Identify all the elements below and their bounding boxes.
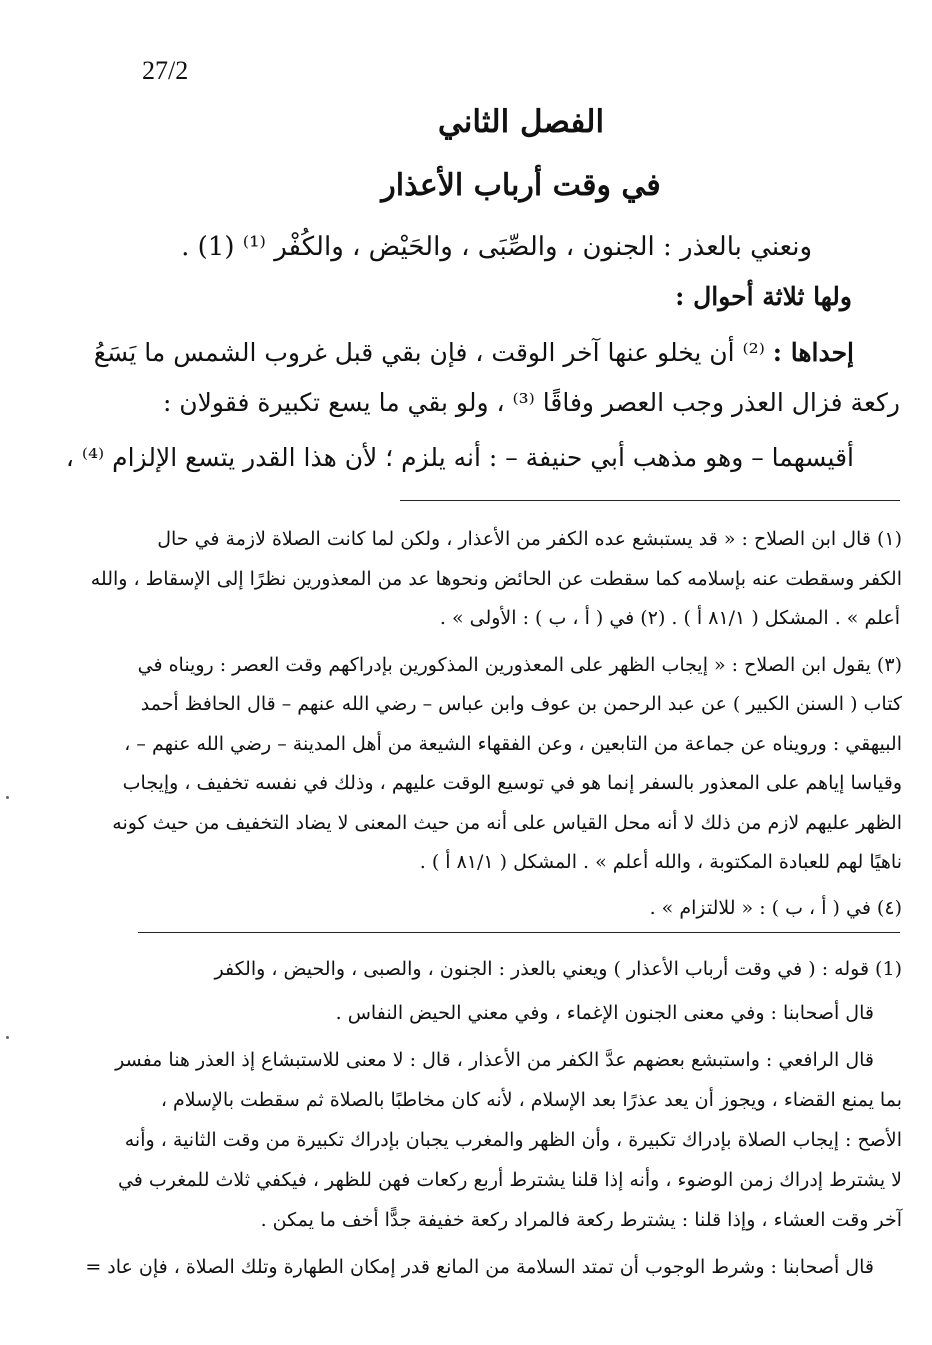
- commentary-line: لا يشترط إدراك زمن الوضوء ، وأنه إذا قلنا يشترط أربع ركعات فهن للظهر ، فيكفي ثلاث للمغرب في: [117, 1169, 902, 1191]
- footnote-a-line: وقياسا إياهم على المعذور بالسفر إنما هو في توسيع الوقت عليهم ، وذلك في نفسه تخفيف ، وإيجاب: [122, 772, 902, 794]
- commentary-line: (1) قوله : ( في وقت أرباب الأعذار ) ويعني بالعذر : الجنون ، والصبى ، والحيض ، والكفر: [214, 958, 902, 980]
- commentary-line: قال أصحابنا : وشرط الوجوب أن تمتد السلامة من المانع قدر إمكان الطهارة وتلك الصلاة ، فإن عاد =: [85, 1256, 874, 1278]
- commentary-line: آخر وقت العشاء ، وإذا قلنا : يشترط ركعة فالمراد ركعة خفيفة جدًّا أخف ما يمكن .: [260, 1209, 902, 1231]
- footnote-a-line: (٣) يقول ابن الصلاح : « إيجاب الظهر على المعذورين المذكورين بإدراكهم وقت العصر : رويناه في: [137, 654, 902, 676]
- page-number: 27/2: [142, 56, 189, 85]
- footnote-divider: [400, 500, 900, 501]
- paragraph-1-line-1: [94, 338, 854, 367]
- footnote-a-line: (٤) في ( أ ، ب ) : « للالتزام » .: [649, 897, 902, 919]
- footnote-a-line: الكفر وسقطت عنه بإسلامه كما سقطت عن الحائض ونحوها عد من المعذورين نظرًا إلى الإسقاط ، والله: [90, 568, 902, 590]
- states-heading: ولها ثلاثة أحوال :: [675, 282, 852, 311]
- footnote-a-line: ناهيًا لهم للعبادة المكتوبة ، والله أعلم » . المشكل ( ٨١/١ أ ) .: [419, 851, 902, 873]
- commentary-line: قال أصحابنا : وفي معنى الجنون الإغماء ، وفي معني الحيض النفاس .: [335, 1002, 874, 1024]
- intro-line: ونعني بالعذر : الجنون ، والصِّبَى ، والحَيْض ، والكُفْر ⁽¹⁾ (1) .: [181, 232, 812, 262]
- scan-speck: [6, 796, 9, 799]
- footnote-a-line: (١) قال ابن الصلاح : « قد يستبشع عده الكفر من الأعذار ، ولكن لما كانت الصلاة لازمة في حال: [157, 528, 902, 550]
- chapter-subtitle: في وقت أرباب الأعذار: [381, 168, 661, 203]
- first-state-label: إحداها :: [772, 338, 854, 367]
- paragraph-1-line-2: ركعة فزال العذر وجب العصر وفاقًا ⁽³⁾ ، ولو بقي ما يسع تكبيرة فقولان :: [162, 388, 900, 417]
- chapter-title: الفصل الثاني: [437, 104, 605, 140]
- scan-speck: [6, 1036, 9, 1039]
- commentary-line: قال الرافعي : واستبشع بعضهم عدَّ الكفر من الأعذار ، قال : لا معنى للاستبشاع إذ العذر هنا مفسر: [115, 1049, 874, 1071]
- footnote-a-line: أعلم » . المشكل ( ٨١/١ أ ) . (٢) في ( أ ، ب ) : الأولى » .: [439, 607, 900, 629]
- footnote-a-line: كتاب ( السنن الكبير ) عن عبد الرحمن بن عوف وابن عباس – رضي الله عنهم – قال الحافظ أحمد: [140, 693, 902, 715]
- commentary-line: الأصح : إيجاب الصلاة بإدراك تكبيرة ، وأن الظهر والمغرب يجبان بإدراك تكبيرة من وقت الثانية ، وأنه: [124, 1129, 902, 1151]
- commentary-line: بما يمنع القضاء ، ويجوز أن يعد عذرًا بعد الإسلام ، لأنه كان مخاطبًا بالصلاة ثم سقطت بالإسلام ،: [160, 1089, 902, 1111]
- paragraph-1-line-1-text: ⁽²⁾ أن يخلو عنها آخر الوقت ، فإن بقي قبل غروب الشمس ما يَسَعُ: [93, 338, 765, 367]
- footnote-a-line: الظهر عليهم لازم من ذلك لا أنه محل القياس على أنه من حيث المعنى لا يضاد التخفيف من حيث كونه: [112, 812, 902, 834]
- paragraph-1-line-3: أقيسهما – وهو مذهب أبي حنيفة – : أنه يلزم ؛ لأن هذا القدر يتسع الإلزام ⁽⁴⁾ ،: [65, 443, 854, 472]
- commentary-divider: [138, 932, 900, 933]
- footnote-a-line: البيهقي : ورويناه عن جماعة من التابعين ، وعن الفقهاء الشيعة من أهل المدينة – رضي الله عنهم – ،: [124, 733, 902, 755]
